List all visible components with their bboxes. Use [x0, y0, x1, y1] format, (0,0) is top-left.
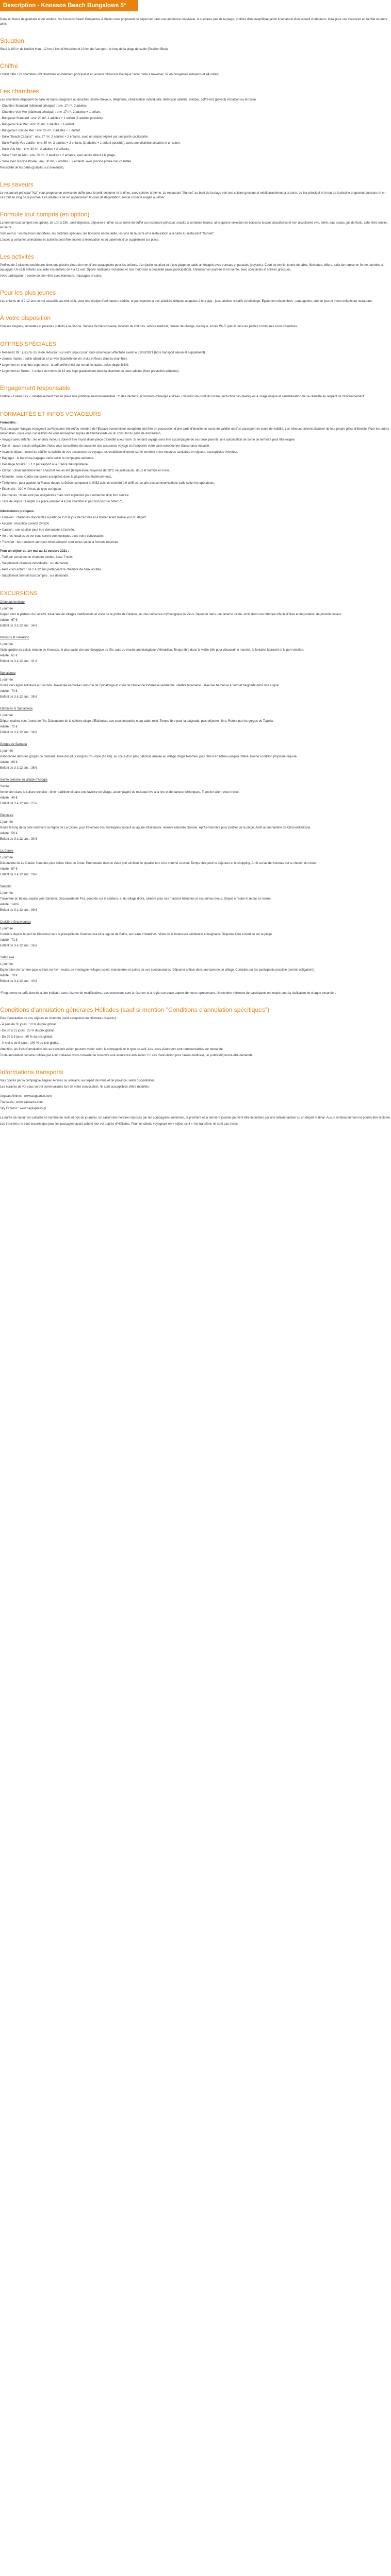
excursion-title: Santorin: [0, 885, 12, 888]
formalite-item: • Climat : climat méditerranéen chaud et sec en été (température moyenne de 28°C en juillet/août), doux et humide en hiver.: [0, 469, 170, 472]
section-paragraph: - Suite "Beach Cabana" : env. 27 m², 2 adultes + 2 enfants, avec un séjour séparé par une porte coulissante.: [0, 135, 149, 139]
condition-line: Toute annulation doit être notifiée par écrit. Héliades vous conseille de souscrire une assurance annulation. En cas d'annulation pour raison médicale, un justificatif pourra être demandé.: [0, 1054, 254, 1057]
excursion-line: Route vers Agios Nikolaos et Elounda. Traversée en bateau vers l'île de Spinalonga et visite de l'ancienne forteresse vénitienne, célèbre léproserie. Déjeuner barbecue à bord et baignade dans une crique.: [0, 684, 280, 687]
transport-contact: Aegean Airlines : www.aegeanair.com: [0, 1095, 52, 1098]
excursion-line: 1 journée: [0, 927, 13, 930]
excursion-line: Immersion dans la culture crétoise : dîner traditionnel dans une taverne de village, accompagné de musique live à la lyre et de danses folkloriques. Transfert aller-retour inclus.: [0, 791, 240, 794]
tarif-period-line: - Supplément chambre individuelle : sur demande.: [0, 562, 69, 565]
info-item: • Vol : les horaires de vol vous seront communiqués avec votre convocation.: [0, 535, 105, 538]
excursion-price: Enfant de 3 à 12 ans : 31 €: [0, 660, 38, 663]
excursion-line: 1 journée: [0, 821, 13, 824]
excursion-item: [0, 742, 391, 771]
offre-item: • Jeunes mariés : petite attention à l'arrivée (bouteille de vin, fruits et fleurs dans la chambre).: [0, 358, 128, 361]
excursion-price: Adulte : 59 €: [0, 832, 18, 835]
section-paragraph: Les chambres disposent de salle de bains (baignoire ou douche), sèche-cheveux, téléphone, climatisation individuelle, télévision satellite, minibar, coffre-fort (payant) et balcon ou terrasse.: [0, 98, 257, 101]
excursion-line: Randonnée dans les gorges de Samaria, l'une des plus longues d'Europe (16 km), au cœur d'un parc national. Arrivée au village d'Agia Roumeli, puis retour en bateau jusqu'à Sfakia. Bonne condition physique requise.: [0, 755, 298, 758]
conditions-body: [0, 1016, 391, 1058]
tarif-period-line: Pour un séjour du 1er mai au 31 octobre 2021 :: [0, 550, 69, 553]
excursion-price: Enfant de 3 à 12 ans : 99 €: [0, 909, 38, 912]
excursion-price: Adulte : 69 €: [0, 761, 18, 764]
excursion-item: [0, 849, 391, 877]
formalites-body: [0, 421, 391, 504]
condition-line: - À moins de 8 jours : 100 % du prix global.: [0, 1042, 59, 1045]
conditions-heading: Conditions d'annulation générales Héliades (sauf si mention "Conditions d'annulation spécifiques"): [0, 1006, 270, 1013]
excursion-price: Enfant de 3 à 12 ans : 36 €: [0, 944, 38, 947]
excursion-price: Adulte : 71 €: [0, 939, 18, 942]
excursion-title: Elafonissi: [0, 814, 13, 817]
formalite-item: • Décalage horaire : + 1 h par rapport à la France métropolitaine.: [0, 463, 89, 466]
excursion-price: Adulte : 79 €: [0, 974, 18, 977]
excursion-line: 1 journée: [0, 963, 13, 966]
excursion-line: Croisière depuis le port de Kissamos vers la presqu'île de Gramvoussa et la lagune de Balos, aux eaux cristallines. Visite de la forteresse vénitienne et baignade. Déjeuner libre à bord ou sur la plage.: [0, 933, 273, 936]
excursion-price: Adulte : 57 €: [0, 868, 18, 871]
tarif-periods: [0, 549, 391, 579]
excursion-title: Gorges de Samaria: [0, 743, 27, 746]
excursion-item: [0, 600, 391, 629]
excursion-price: Enfant de 3 à 12 ans : 36 €: [0, 731, 38, 734]
formalite-item: • Bagages : la franchise bagages varie selon la compagnie aérienne.: [0, 457, 94, 460]
section-paragraph: Situé à 100 m de Kokkini Hani, 12 km à l'est d'Héraklion et 10 km de l'aéroport, le long de la plage de sable (Pavillon Bleu).: [0, 48, 169, 51]
transport-paragraph: La durée de séjour est calculée en nombre de nuits et non de journées. En raison des horaires imposés par les compagnies aériennes, la première et la dernière journée peuvent être écourtées par une arrivée tardive ou un départ matinal. Aucun remboursement ne pourra être réclamé.: [0, 1116, 391, 1120]
excursion-line: 1 journée: [0, 714, 13, 717]
section-heading: Les activités: [0, 253, 35, 260]
section-paragraph: Sont exclus : les boissons importées, les cocktails spéciaux, les boissons en bouteille, les vins de la carte et la restauration à la carte au restaurant "Sunset".: [0, 232, 215, 235]
transport-paragraph: Les transferts ne sont assurés que pour les passagers ayant acheté leur vol auprès d'Héliades. Pour les clients voyageant en « séjour seul », les transferts ne sont pas inclus.: [0, 1123, 239, 1126]
excursion-price: Adulte : 149 €: [0, 903, 20, 906]
section-paragraph: L'accès à certaines animations et activités peut être soumis à réservation et au paiement d'un supplément sur place.: [0, 239, 159, 242]
section-heading: Chiffré: [0, 62, 19, 70]
section-paragraph: - Suite avec Piscine Privée : env. 30 m², 2 adultes + 2 enfants, avec piscine privée non chauffée.: [0, 160, 132, 163]
condition-line: - À plus de 30 jours : 10 % du prix global.: [0, 1023, 57, 1026]
section-paragraph: - Suite Vue Mer : env. 30 m², 2 adultes + 2 enfants.: [0, 148, 70, 151]
excursion-item: [0, 636, 391, 664]
section-paragraph: La formule tout compris (en option), de 10h à 23h : petit-déjeuner, déjeuner et dîner sous forme de buffet au restaurant principal, snacks à certaines heures, ainsi qu'une sélection de boissons locales alcoolisées et non alcoolisées (vin, bière, eau, sodas, jus de fruits, café, thé) servies au verre.: [0, 222, 388, 229]
formalite-item: Tout passager français voyageant au Royaume-Uni (et/ou membre de l'Espace économique européen) doit être en possession d'une carte d'identité en cours de validité ou d'un passeport en cours de validité. Les mineurs doivent disposer de leur propre pièce d'identité. Pour les autres nationalités, nous vous conseillons de vous renseigner auprès de l'ambassade ou du consulat du pays de destination.: [0, 428, 389, 435]
section-paragraph: - Bungalow Vue Mer : env. 20 m², 2 adultes + 1 enfant.: [0, 123, 75, 126]
tarif-period-line: - Tarif par personne en chambre double, base 7 nuits.: [0, 556, 74, 559]
excursion-line: Soirée: [0, 785, 9, 788]
excursion-line: Route le long de la côte nord vers la région de La Canée, puis traversée des montagnes jusqu'à la lagune d'Elafonissi, réserve naturelle classée. Après-midi libre pour profiter de la plage. Arrêt au monastère de Chrissoskalitissa.: [0, 826, 311, 829]
excursion-title: Crète authentique: [0, 601, 25, 604]
excursion-price: Enfant de 3 à 12 ans : 29 €: [0, 873, 38, 876]
excursion-price: Adulte : 70 €: [0, 690, 18, 693]
excursions-heading: EXCURSIONS: [0, 590, 38, 597]
condition-line: - De 30 à 21 jours : 25 % du prix global.: [0, 1029, 55, 1032]
section-paragraph: - Bungalow Front de Mer : env. 22 m², 2 adultes + 1 enfant.: [0, 129, 81, 132]
section-paragraph: Possibilité de lits bébé (gratuits, sur demande).: [0, 166, 64, 170]
tarif-period-line: - Réduction enfant : de 2 à 12 ans partageant la chambre de deux adultes.: [0, 568, 102, 571]
transport-contact: Transavia : www.transavia.com: [0, 1101, 43, 1104]
section-paragraph: - Bungalow Standard : env. 20 m², 2 adultes + 1 enfant (3 adultes possible).: [0, 117, 104, 120]
offres-heading: OFFRES SPÉCIALES: [0, 341, 56, 347]
excursion-item: [0, 956, 391, 984]
section-paragraph: - Chambre Vue Mer (bâtiment principal) : env. 17 m², 2 adultes + 1 enfant.: [0, 111, 101, 114]
infos-pratiques-heading: Informations pratiques :: [0, 510, 36, 513]
section-heading: À votre disposition: [0, 314, 51, 321]
excursion-line: 1 journée: [0, 892, 13, 895]
excursion-title: Croisière Gramvoussa: [0, 921, 31, 924]
excursion-line: Traversée en bateau rapide vers Santorin. Découverte de Fira, perchée sur la caldeira, et du village d'Oia, célèbre pour ses maisons blanches et ses dômes bleus. Départ à l'aube et retour en soirée.: [0, 897, 272, 901]
engagement-body: [0, 395, 391, 399]
section-paragraph: Avec participation : centre de bien-être avec hammam, massages et soins.: [0, 275, 103, 278]
excursion-line: 1 journée: [0, 679, 13, 682]
excursions-list: [0, 600, 391, 984]
section-paragraph: - Suite Front de Mer : env. 30 m², 2 adultes + 2 enfants, avec accès direct à la plage.: [0, 154, 116, 157]
excursion-line: 1 journée: [0, 643, 13, 646]
transports-body: [0, 1079, 391, 1127]
transport-line: Vols opérés par la compagnie Aegean Airlines ou similaire, au départ de Paris et de province, selon disponibilités.: [0, 1079, 156, 1082]
excursion-line: Départ matinal vers l'ouest de l'île. Découverte de la célèbre plage d'Elafonissi, aux eaux turquoise et au sable rosé. Temps libre pour la baignade, puis déjeuner libre. Retour par les gorges de Topolia.: [0, 720, 274, 723]
excursion-item: [0, 671, 391, 700]
section-heading: Pour les plus jeunes: [0, 289, 56, 296]
transports-heading: Informations transports: [0, 1069, 63, 1076]
section-paragraph: Chaises longues, serviettes et parasols gratuits à la piscine. Service de blanchisserie, location de voitures, service médical, bureau de change, boutique. Accès Wi-Fi gratuit dans les parties communes et les chambres.: [0, 325, 298, 328]
excursion-price: Enfant de 3 à 12 ans : 35 €: [0, 696, 38, 699]
excursion-line: Départ vers le plateau du Lassithi, traversée de villages traditionnels et visite de la grotte de Dikteon, lieu de naissance mythologique de Zeus. Déjeuner dans une taverne locale. Arrêt dans une fabrique d'huile d'olive et dégustation de produits locaux.: [0, 613, 343, 616]
excursion-price: Adulte : 61 €: [0, 654, 18, 657]
section-paragraph: L'hôtel offre 179 chambres (93 chambres en bâtiment principal et en annexe "Knossos Boutique" avec route à traverser, 52 en bungalows mitoyens et 44 suites).: [0, 73, 220, 76]
infos-pratiques-list: [0, 516, 391, 545]
excursion-title: Elafonissi & Spinalonga: [0, 707, 33, 710]
page-title: Description - Knossos Beach Bungalows 5*: [0, 0, 138, 11]
excursion-item: [0, 707, 391, 735]
formalite-item: • Électricité : 220 V. Prises de type européen.: [0, 488, 62, 491]
offre-item: • Logement en chambre supérieure : à tarif préférentiel sur certaines dates, selon disponibilité.: [0, 364, 129, 367]
excursion-price: Adulte : 72 €: [0, 725, 18, 728]
excursion-title: Soirée crétoise au village d'Anogia: [0, 778, 47, 782]
tarif-period-line: - Supplément formule tout compris : sur demande.: [0, 574, 69, 578]
excursion-line: 1 journée: [0, 750, 13, 753]
condition-line: Pour l'annulation de vos séjours en chambre (sauf exceptions mentionnées ci-après) :: [0, 1017, 118, 1020]
excursion-price: Enfant de 3 à 12 ans : 34 €: [0, 624, 38, 628]
formalites-heading: FORMALITÉS ET INFOS VOYAGEURS: [0, 411, 101, 417]
section-paragraph: Les enfants de 4 à 12 ans seront accueillis au mini-club, avec une équipe d'animateurs dédiée, et participeront à des activités ludiques adaptées à leur âge : jeux, ateliers créatifs et bricolage. Également disponibles : pataugeoire, aire de jeux et menu enfants au restaurant.: [0, 300, 373, 303]
info-item: • Horaires : chambres disponibles à partir de 15h le jour de l'arrivée et à libérer avant midi le jour du départ.: [0, 516, 147, 519]
excursion-line: Exploration de l'arrière-pays crétois en 4x4 : routes de montagne, villages isolés, monastères et points de vue spectaculaires. Déjeuner crétois dans une taverne de village. Conduite par les participants possible (permis obligatoire).: [0, 969, 315, 972]
formalite-item: • Monnaie : euro. Cartes bancaires acceptées dans la plupart des établissements.: [0, 476, 112, 479]
excursion-line: 1 journée: [0, 607, 13, 611]
section-heading: Les saveurs: [0, 181, 34, 188]
section-paragraph: - Suite Family Vue Jardin : env. 30 m², 2 adultes + 2 enfants (3 adultes + 1 enfant possible), avec une chambre séparée et un salon.: [0, 142, 181, 145]
description-sections: [0, 37, 391, 329]
info-item: • Transfert : les transferts aéroport-hôtel-aéroport sont inclus selon la formule réservée.: [0, 541, 119, 544]
excursion-title: Safari 4x4: [0, 956, 14, 959]
excursion-title: Knossos et Héraklion: [0, 636, 29, 639]
excursion-item: [0, 814, 391, 842]
excursion-item: [0, 778, 391, 806]
condition-line: - De 20 à 8 jours : 50 % du prix global.: [0, 1036, 53, 1039]
formalite-item: • Téléphone : pour appeler la France depuis la Grèce, composer le 0033 suivi du numéro à 9 chiffres. Le prix des communications varie selon les opérateurs.: [0, 482, 215, 485]
section-paragraph: - Chambre Standard (bâtiment principal) : env. 17 m², 2 adultes.: [0, 105, 88, 108]
engagement-paragraph: Certifié « Green Key », l'établissement met en place une politique environnementale : tri des déchets, économies d'énergie et d'eau, utilisation de produits locaux, réduction des plastiques à usage unique et sensibilisation de sa clientèle au respect de l'environnement.: [0, 395, 365, 398]
excursion-item: [0, 885, 391, 913]
formalites-subheading: Formalités :: [0, 421, 18, 425]
offre-item: • Réservez tôt : jusqu'à -25 % de réduction sur votre séjour pour toute réservation effectuée avant le 31/03/2021 (hors transport aérien et supplément).: [0, 351, 206, 354]
section-paragraph: Profitez de 2 piscines extérieures dont une piscine d'eau de mer, d'une pataugeoire pour les enfants, d'un jardin luxuriant et d'une plage de sable aménagée avec transats et parasols (payants). Court de tennis, tennis de table, fléchettes, billard, salle de remise en forme, aérobic et aquagym. Un club enfants accueille vos enfants de 4 à 12 ans. Sports nautiques motorisés et non motorisés à proximité (avec participation). Animation en journée et en soirée, avec spectacles et soirées grecques.: [0, 264, 383, 272]
formalite-item: • Voyage avec enfants : les enfants mineurs doivent être munis d'une pièce d'identité à leur nom. Si l'enfant voyage sans être accompagné de ses deux parents, une autorisation de sortie de territoire peut être exigée.: [0, 438, 296, 442]
excursion-line: Découverte de La Canée, l'une des plus belles villes de Crète. Promenade dans le vieux port vénitien, le quartier turc et le marché couvert. Temps libre pour le déjeuner et le shopping. Arrêt au lac de Kournas sur le chemin du retour.: [0, 862, 318, 865]
formalite-item: • Santé : aucun vaccin obligatoire. Nous vous conseillons de souscrire une assurance voyage et d'emporter votre carte européenne d'assurance maladie.: [0, 445, 210, 448]
excursion-price: Enfant de 3 à 12 ans : 35 €: [0, 767, 38, 770]
excursion-price: Enfant de 3 à 12 ans : 25 €: [0, 802, 38, 805]
section-heading: Les chambres: [0, 88, 39, 95]
info-item: • Accueil : réception ouverte 24h/24.: [0, 522, 50, 526]
excursion-title: La Canée: [0, 850, 14, 853]
transport-line: Les horaires de vol vous seront communiqués lors de votre convocation. Ils sont susceptibles d'être modifiés.: [0, 1086, 150, 1089]
formalite-item: • Avant le départ : merci de vérifier la validité de vos documents de voyage, les conditions d'entrée sur le territoire et les mesures sanitaires en vigueur, susceptibles d'évoluer.: [0, 451, 238, 454]
excursion-title: Spinalonga: [0, 672, 16, 675]
info-item: • Caution : une caution peut être demandée à l'arrivée.: [0, 529, 75, 532]
excursion-price: Enfant de 3 à 12 ans : 40 €: [0, 980, 38, 983]
offre-item: • Logement en Suites : 1 enfant de moins de 12 ans logé gratuitement dans la chambre de deux adultes (hors prestation aérienne).: [0, 370, 180, 373]
excursion-item: [0, 920, 391, 948]
section-paragraph: Le restaurant principal "Koi" vous propose un service de buffet pour le petit-déjeuner et le dîner, avec soirées à thème. Le restaurant "Sunset" au bord de la plage sert une cuisine grecque et méditerranéenne à la carte. Le bar principal et le bar de la piscine proposent boissons et en-cas tout au long de la journée. Les amateurs de vin apprécieront la cave de dégustation. Tenue correcte exigée au dîner.: [0, 192, 387, 199]
engagement-heading: Engagement responsable: [0, 384, 71, 392]
excursion-price: Adulte : 67 €: [0, 619, 18, 622]
formalite-item: • Pourboires : ils ne sont pas obligatoires mais sont appréciés pour remercier d'un bon service.: [0, 494, 130, 497]
formalite-item: • Taxe de séjour : à régler sur place (environ 4 € par chambre et par nuit pour un hôtel 5*).: [0, 500, 123, 503]
condition-line: Attention, les frais d'annulation liés au transport aérien peuvent varier selon la compagnie et le type de tarif. Les taxes d'aéroport sont remboursables sur demande.: [0, 1048, 224, 1051]
excursion-line: 1 journée: [0, 856, 13, 859]
section-heading: Formule tout compris (en option): [0, 211, 90, 218]
excursion-price: Adulte : 49 €: [0, 796, 18, 800]
transport-contact: Sky Express : www.skyexpress.gr: [0, 1107, 46, 1110]
intro-text: Dans un havre de quiétude et de verdure, les Knossos Beach Bungalows & Suites vous proposent de séjourner dans une ambiance conviviale. À quelques pas de la plage, profitez d'un magnifique jardin luxuriant et d'un accueil chaleureux, idéal pour vos vacances en famille ou entre amis.: [0, 18, 388, 26]
offres-list: [0, 351, 391, 374]
excursion-price: Enfant de 3 à 12 ans : 30 €: [0, 838, 38, 841]
page: [0, 0, 391, 1128]
excursions-note: *Programme et tarifs donnés à titre indicatif, sous réserve de modifications. Les excursions sont à réserver et à régler sur place auprès de notre représentant. Un nombre minimum de participants est requis pour la réalisation de chaque excursion.: [0, 992, 336, 995]
excursion-line: Visite guidée du palais minoen de Knossos, le plus vaste site archéologique de l'île, puis du musée archéologique d'Héraklion. Temps libre dans la vieille ville pour découvrir le marché, la fontaine Morosini et le port vénitien.: [0, 649, 304, 652]
section-heading: Situation: [0, 37, 24, 44]
